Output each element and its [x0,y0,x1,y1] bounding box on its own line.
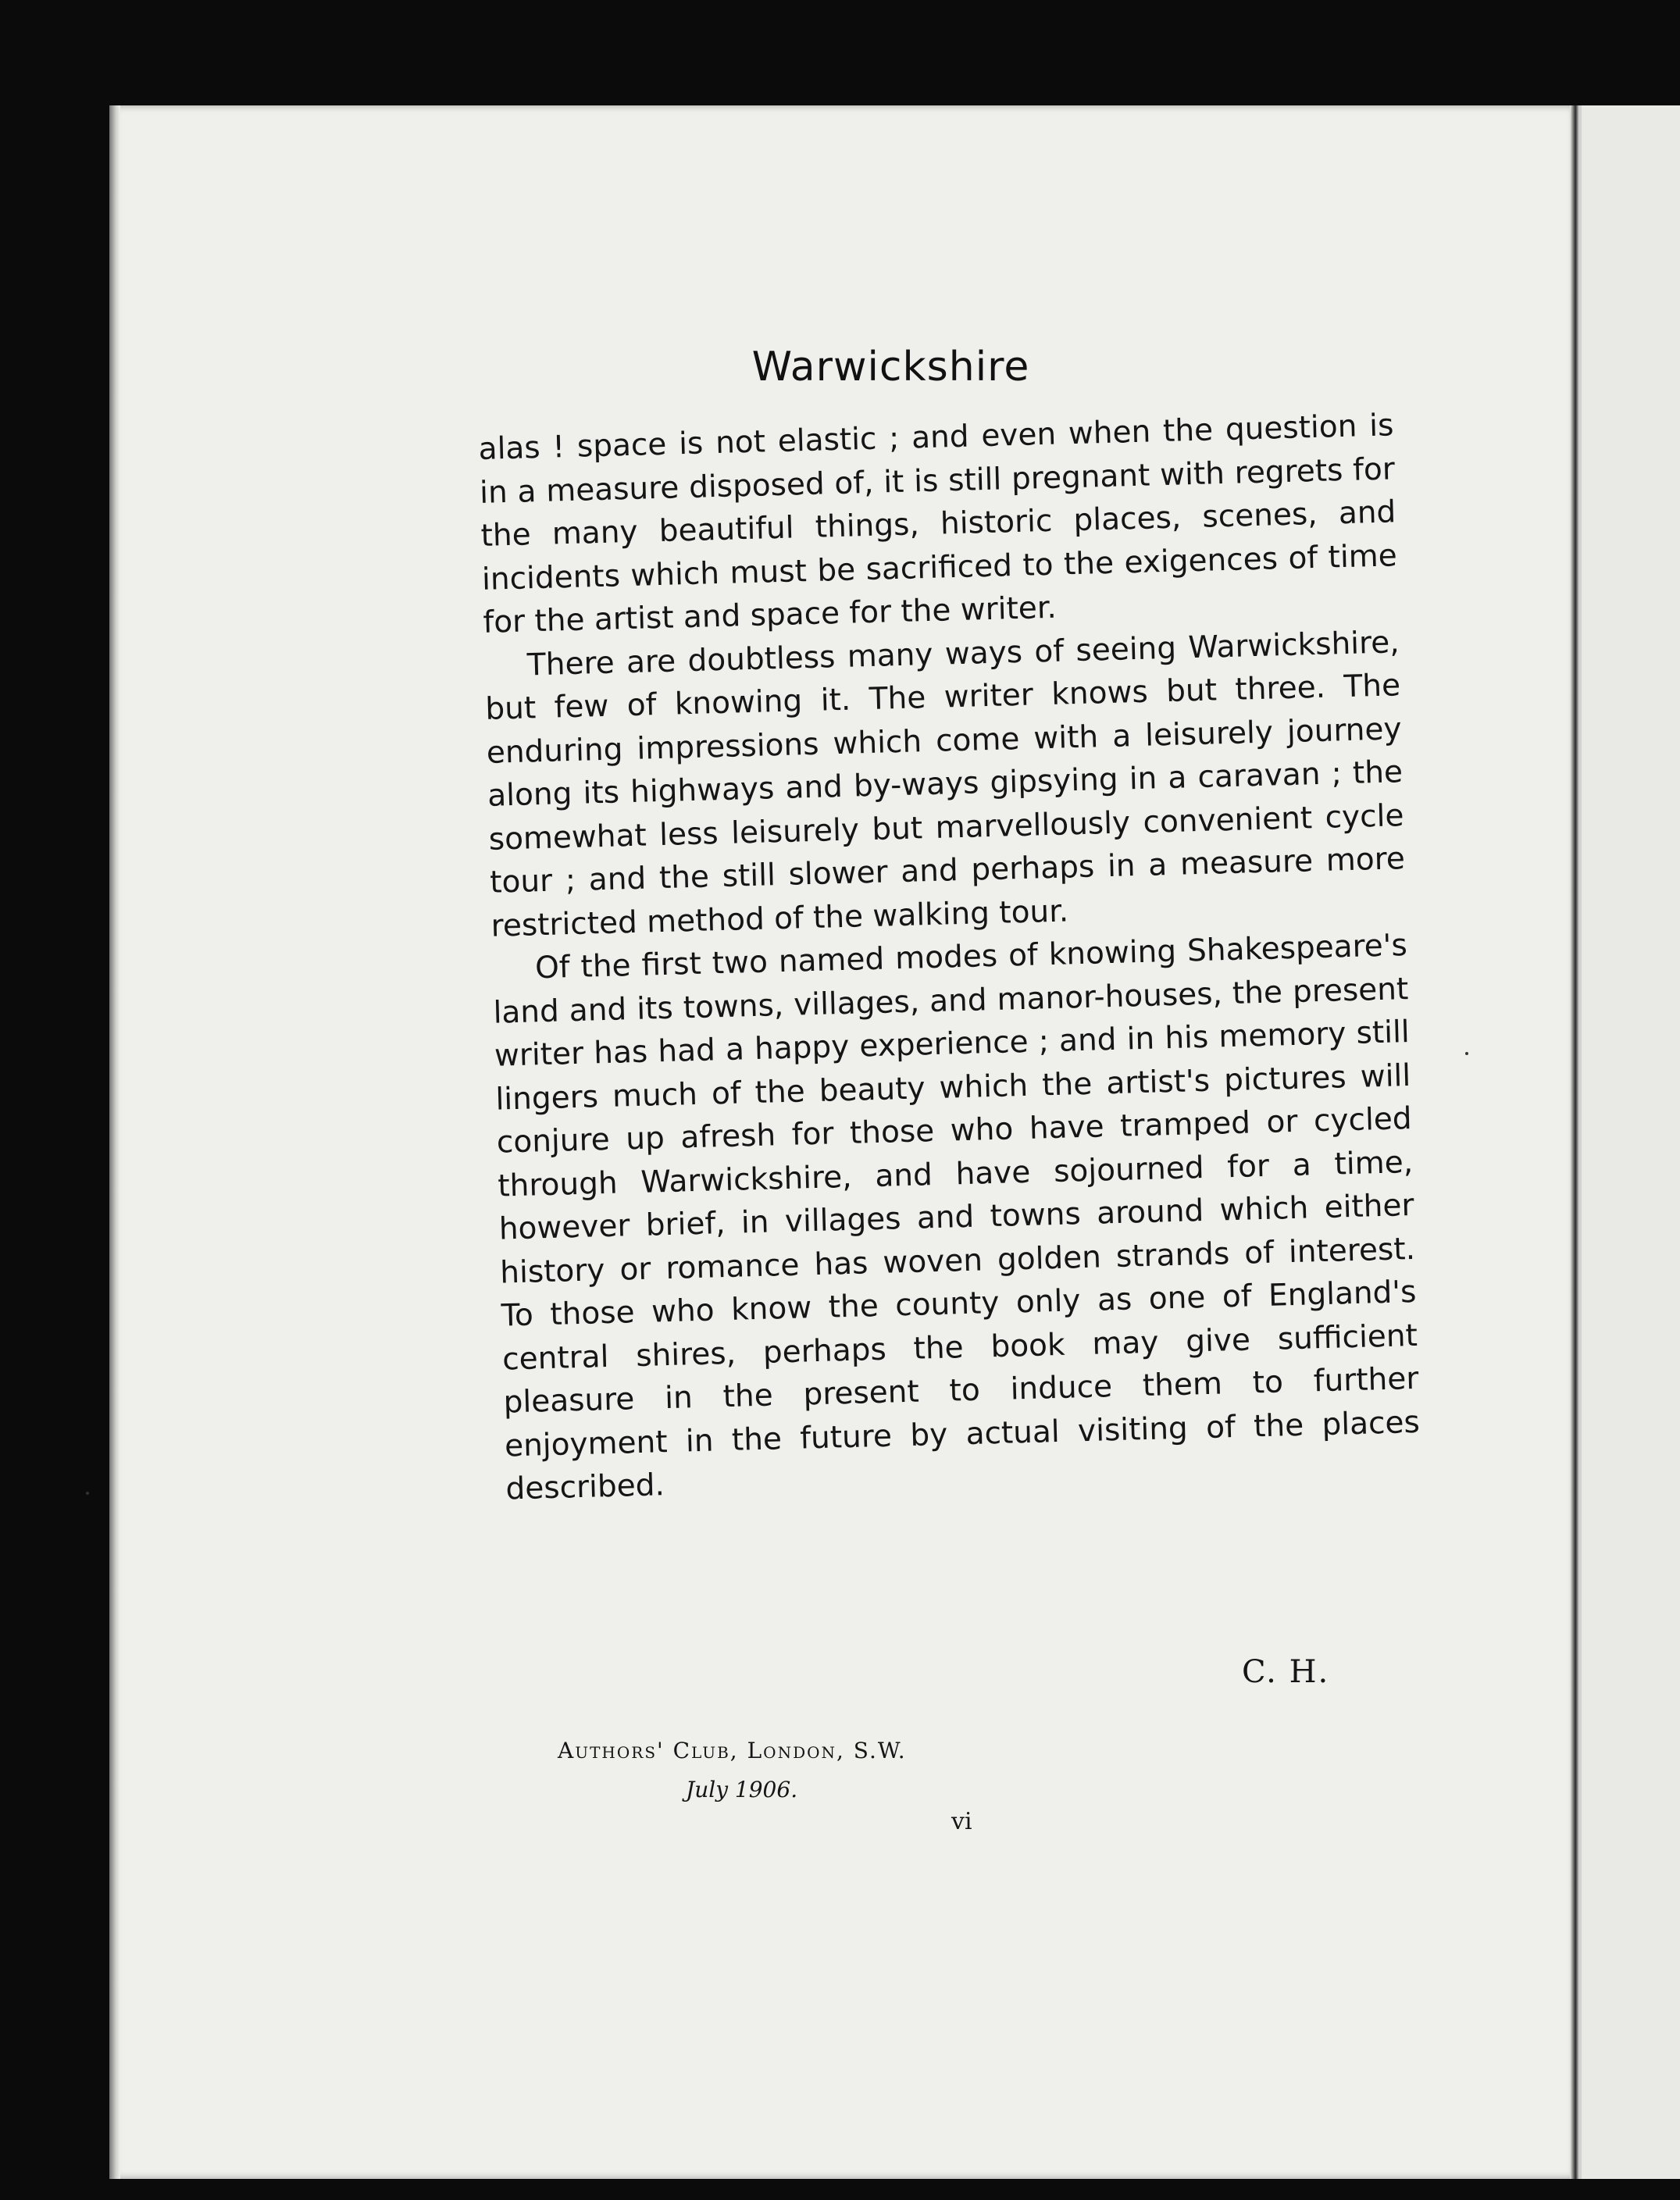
facing-page-edge [1579,105,1680,2179]
paragraph-2: There are doubtless many ways of seeing Warwickshire, but few of knowing it. The writer knows but three. The enduring impressions which come with a leisurely journey along its highways and by-ways gipsying in a caravan ; the somewhat less leisurely but marvellously convenient cycle tour ; and the still slower and perhaps in a measure more restricted method of the walking tour. [484,624,1406,944]
page-number: vi [951,1808,972,1835]
body-text [478,404,1421,1511]
paragraph-1: alas ! space is not elastic ; and even when the question is in a measure disposed of, it is still pregnant with regrets for the many beautiful things, historic places, scenes, and incidents which must be sacrificed to the exigences of time for the artist and space for the writer. [478,408,1398,640]
author-initials: C. H. [1242,1654,1330,1690]
paper-speck [86,1492,89,1495]
author-address: Authors' Club, London, S.W. [558,1738,907,1763]
preface-date: July 1906. [686,1777,798,1802]
paper-speck [1465,1052,1468,1055]
page-gutter [1570,105,1579,2179]
page-binding-edge [109,105,120,2179]
paragraph-3: Of the first two named modes of knowing Shakespeare's land and its towns, villages, and manor-houses, the present writer has had a happy experience ; and in his memory still lingers much of the beauty which the artist's pictures will conjure up afresh for those who have tramped or cycled through Warwickshire, and have sojourned for a time, however brief, in villages and towns around which either history or romance has woven golden strands of interest. To those who know the county only as one of England's central shires, perhaps the book may give sufficient pleasure in the present to induce them to further enjoyment in the future by actual visiting of the places described. [493,928,1421,1507]
running-head: Warwickshire [751,344,1030,390]
